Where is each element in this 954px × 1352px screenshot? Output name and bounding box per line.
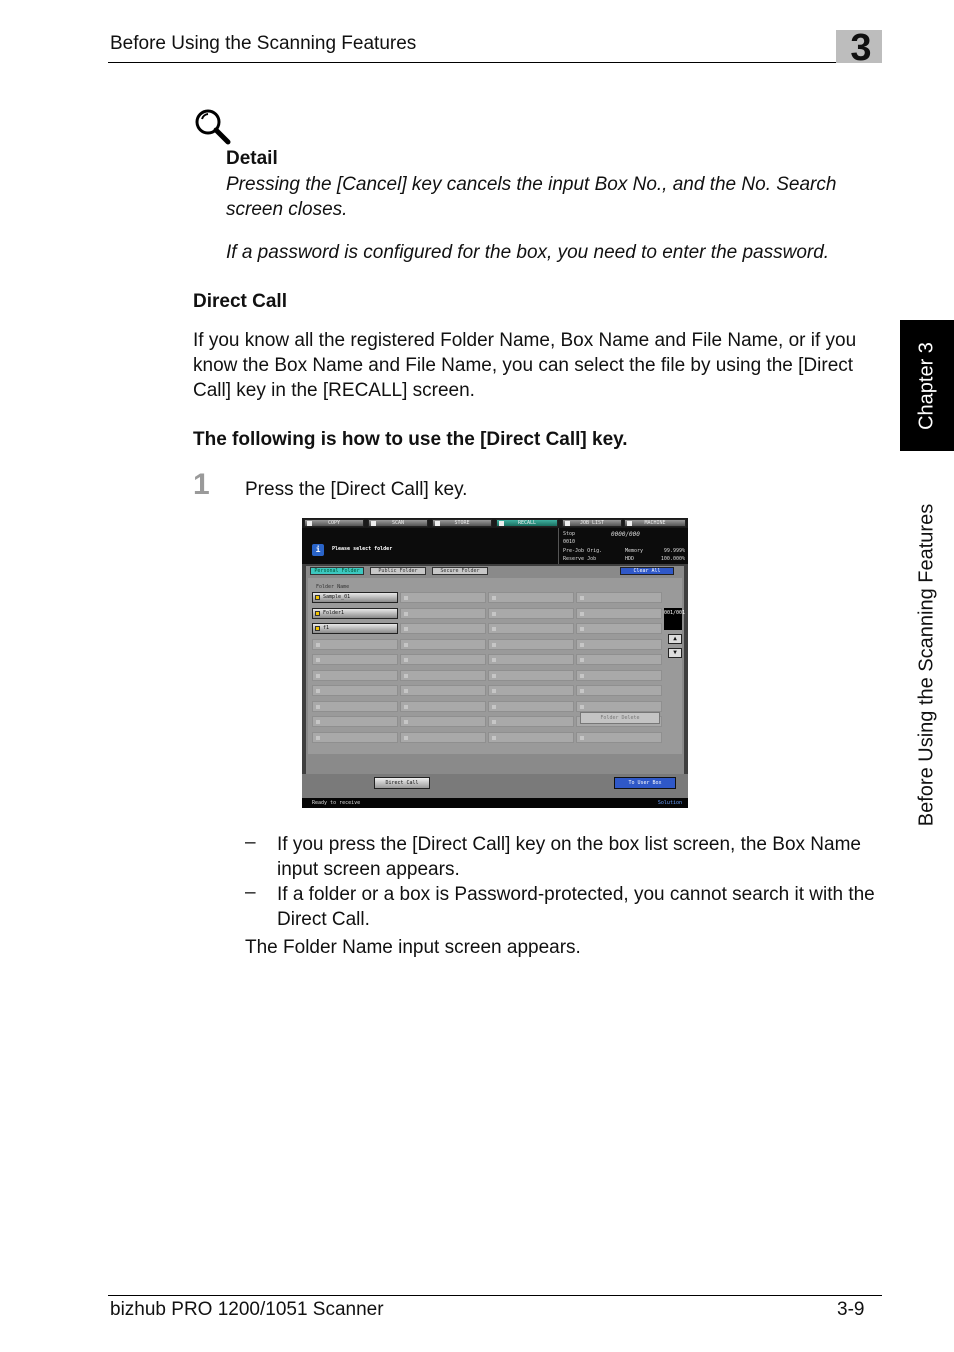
- empty-folder-slot[interactable]: [488, 685, 574, 696]
- empty-folder-slot[interactable]: [400, 701, 486, 712]
- folder-button-label: Folder1: [323, 609, 345, 616]
- tab-secure-folder[interactable]: Secure Folder: [432, 567, 488, 575]
- empty-slot-icon: [316, 674, 320, 678]
- direct-call-button[interactable]: Direct Call: [374, 777, 430, 789]
- empty-folder-slot[interactable]: [488, 592, 574, 603]
- panel-screenshot: [302, 518, 688, 808]
- empty-slot-icon: [580, 736, 584, 740]
- page-indicator: 001/001: [664, 608, 682, 630]
- empty-slot-icon: [404, 705, 408, 709]
- tab-public-folder[interactable]: Public Folder: [370, 567, 426, 575]
- detail-text-1: Pressing the [Cancel] key cancels the input Box No., and the No. Search screen closes.: [226, 174, 837, 220]
- folder-icon: [315, 626, 320, 631]
- header-rule: [108, 62, 882, 63]
- arrow-down-icon: ▼: [673, 649, 677, 656]
- empty-slot-icon: [404, 596, 408, 600]
- empty-folder-slot[interactable]: [400, 670, 486, 681]
- step-number: 1: [193, 468, 210, 501]
- empty-folder-slot[interactable]: [312, 685, 398, 696]
- empty-slot-icon: [580, 627, 584, 631]
- empty-slot-icon: [492, 627, 496, 631]
- status-text: Ready to receive: [312, 800, 361, 806]
- tab-scan[interactable]: SCAN: [368, 519, 428, 527]
- folder-grid: [308, 578, 686, 754]
- empty-slot-icon: [404, 627, 408, 631]
- empty-slot-icon: [404, 736, 408, 740]
- empty-slot-icon: [492, 705, 496, 709]
- empty-folder-slot[interactable]: [400, 608, 486, 619]
- page-up-button[interactable]: [668, 634, 682, 644]
- detail-label: Detail: [226, 148, 278, 169]
- to-user-box-button[interactable]: To User Box: [614, 777, 676, 789]
- message-text: Please select folder: [332, 546, 393, 552]
- empty-folder-slot[interactable]: [576, 732, 662, 743]
- empty-slot-icon: [492, 689, 496, 693]
- empty-folder-slot[interactable]: [312, 701, 398, 712]
- empty-slot-icon: [580, 674, 584, 678]
- empty-folder-slot[interactable]: [488, 716, 574, 727]
- empty-folder-slot[interactable]: [576, 623, 662, 634]
- empty-folder-slot[interactable]: [488, 732, 574, 743]
- magnifier-icon: [193, 107, 233, 147]
- section-side-title-text: Before Using the Scanning Features: [915, 503, 938, 827]
- folder-icon: [315, 611, 320, 616]
- prejob-line: Pre-Job Orig. Memory 99.999%: [563, 548, 685, 554]
- section-heading: Direct Call: [193, 291, 287, 312]
- footer-product-name: bizhub PRO 1200/1051 Scanner: [110, 1299, 384, 1320]
- folder-button[interactable]: [312, 623, 398, 634]
- empty-folder-slot[interactable]: [400, 685, 486, 696]
- empty-slot-icon: [492, 596, 496, 600]
- empty-slot-icon: [404, 643, 408, 647]
- empty-folder-slot[interactable]: [400, 592, 486, 603]
- howto-heading: The following is how to use the [Direct Call] key.: [193, 429, 628, 450]
- empty-folder-slot[interactable]: [312, 654, 398, 665]
- empty-folder-slot[interactable]: [400, 623, 486, 634]
- empty-folder-slot[interactable]: [488, 670, 574, 681]
- empty-slot-icon: [492, 643, 496, 647]
- empty-slot-icon: [316, 643, 320, 647]
- empty-folder-slot[interactable]: [312, 639, 398, 650]
- empty-folder-slot[interactable]: [488, 701, 574, 712]
- detail-text-2: If a password is configured for the box, you need to enter the password.: [226, 242, 830, 263]
- count-line: 0010: [563, 539, 576, 545]
- tab-machine[interactable]: MACHINE: [624, 519, 686, 527]
- empty-folder-slot[interactable]: [488, 654, 574, 665]
- empty-folder-slot[interactable]: [312, 670, 398, 681]
- empty-slot-icon: [580, 643, 584, 647]
- empty-slot-icon: [580, 658, 584, 662]
- empty-slot-icon: [316, 689, 320, 693]
- empty-slot-icon: [580, 612, 584, 616]
- empty-slot-icon: [580, 705, 584, 709]
- tab-recall[interactable]: RECALL: [496, 519, 558, 527]
- empty-folder-slot[interactable]: [576, 685, 662, 696]
- bullet-item: If a folder or a box is Password-protected, you cannot search it with the Direct Call.: [277, 884, 875, 930]
- empty-folder-slot[interactable]: [488, 623, 574, 634]
- store-icon: [435, 521, 440, 526]
- empty-slot-icon: [316, 720, 320, 724]
- running-header-title: Before Using the Scanning Features: [110, 33, 417, 54]
- folder-panel: [306, 566, 684, 778]
- tab-job-list[interactable]: JOB LIST: [562, 519, 622, 527]
- tab-store[interactable]: STORE: [432, 519, 492, 527]
- folder-icon: [315, 595, 320, 600]
- empty-folder-slot[interactable]: [576, 670, 662, 681]
- job-list-icon: [565, 521, 570, 526]
- empty-folder-slot[interactable]: [400, 639, 486, 650]
- empty-slot-icon: [492, 674, 496, 678]
- folder-button[interactable]: [312, 608, 398, 619]
- empty-folder-slot[interactable]: [576, 592, 662, 603]
- copy-icon: [307, 521, 312, 526]
- empty-folder-slot[interactable]: [576, 608, 662, 619]
- scan-icon: [371, 521, 376, 526]
- mode-tab-bar: [302, 518, 688, 528]
- tab-copy[interactable]: COPY: [304, 519, 364, 527]
- arrow-up-icon: ▲: [673, 635, 677, 642]
- empty-folder-slot[interactable]: [400, 716, 486, 727]
- reserve-line: Reserve Job HDD 100.000%: [563, 556, 685, 562]
- empty-folder-slot[interactable]: [576, 654, 662, 665]
- empty-slot-icon: [404, 720, 408, 724]
- empty-folder-slot[interactable]: [488, 608, 574, 619]
- empty-folder-slot[interactable]: [400, 732, 486, 743]
- empty-slot-icon: [492, 612, 496, 616]
- empty-slot-icon: [492, 736, 496, 740]
- empty-folder-slot[interactable]: [400, 654, 486, 665]
- folder-button[interactable]: [312, 592, 398, 603]
- section-paragraph: If you know all the registered Folder Name, Box Name and File Name, or if you know the Box Name and File Name, you can select the file by using the [Direct Call] key in the [RECALL] screen.: [193, 330, 857, 401]
- empty-slot-icon: [404, 674, 408, 678]
- recall-icon: [499, 521, 504, 526]
- folder-button-label: f1: [323, 625, 330, 631]
- chapter-number: 3: [850, 27, 872, 69]
- empty-slot-icon: [580, 596, 584, 600]
- empty-slot-icon: [404, 658, 408, 662]
- clear-all-button[interactable]: Clear All: [620, 567, 674, 575]
- footer-rule: [108, 1295, 882, 1296]
- empty-slot-icon: [580, 689, 584, 693]
- empty-slot-icon: [492, 658, 496, 662]
- bullet-marker: –: [245, 882, 256, 903]
- empty-folder-slot[interactable]: [576, 701, 662, 712]
- chapter-side-tab-label: [900, 320, 954, 451]
- tab-personal-folder[interactable]: Personal Folder: [310, 567, 364, 575]
- machine-icon: [627, 521, 632, 526]
- solution-link[interactable]: Solution: [657, 800, 682, 806]
- step-text: Press the [Direct Call] key.: [245, 479, 468, 500]
- chapter-side-tab-text: Chapter 3: [915, 341, 938, 430]
- message-area: [302, 528, 558, 564]
- empty-folder-slot[interactable]: [312, 716, 398, 727]
- empty-folder-slot[interactable]: [488, 639, 574, 650]
- bullet-item: If you press the [Direct Call] key on the box list screen, the Box Name input screen appears.: [277, 834, 861, 880]
- status-box: [558, 528, 688, 564]
- empty-slot-icon: [316, 705, 320, 709]
- empty-folder-slot[interactable]: [312, 732, 398, 743]
- empty-slot-icon: [316, 658, 320, 662]
- empty-folder-slot[interactable]: [576, 639, 662, 650]
- bullet-marker: –: [245, 832, 256, 853]
- empty-slot-icon: [404, 612, 408, 616]
- stop-line: Stop 0000/000: [563, 531, 640, 538]
- folder-button-label: Sample_01: [323, 594, 351, 600]
- footer-page-number: 3-9: [837, 1299, 865, 1320]
- page-down-button[interactable]: [668, 648, 682, 658]
- info-icon: i: [312, 544, 324, 556]
- status-bar: [302, 798, 688, 808]
- folder-delete-button[interactable]: Folder Delete: [580, 712, 660, 724]
- empty-slot-icon: [316, 736, 320, 740]
- empty-slot-icon: [492, 720, 496, 724]
- section-side-title: [900, 460, 954, 870]
- folder-name-header: Folder Name: [316, 584, 350, 590]
- result-text: The Folder Name input screen appears.: [245, 937, 581, 958]
- empty-slot-icon: [404, 689, 408, 693]
